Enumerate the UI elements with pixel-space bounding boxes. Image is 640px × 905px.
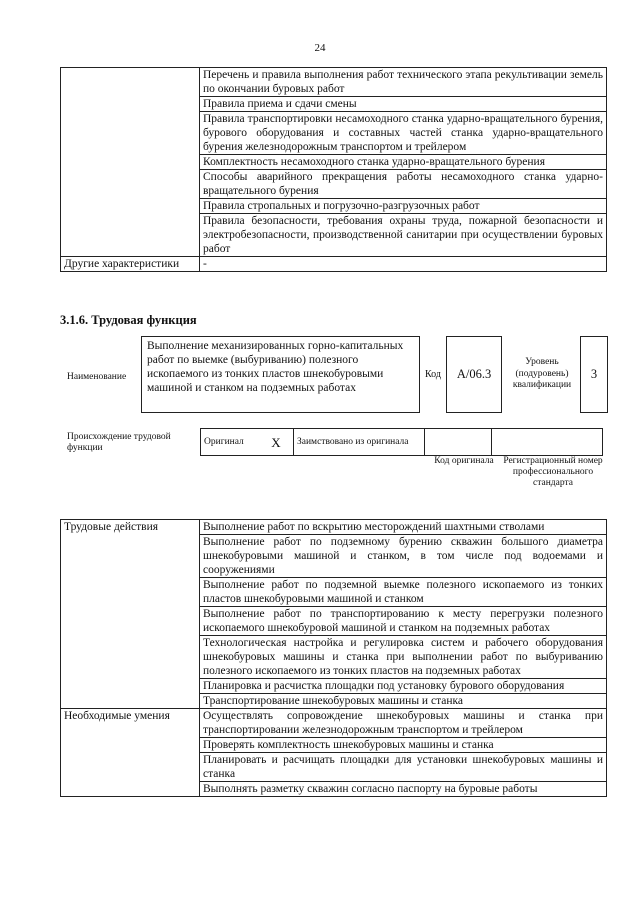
table-cell: Способы аварийного прекращения работы несамоходного станка ударно-вращательного бурения: [200, 170, 607, 199]
table-cell: Технологическая настройка и регулировка систем и рабочего оборудования шнекобуровых машины и станка при выполнении работ по выбуриванию полезного ископаемого из тонких пластов на подземных работах: [200, 636, 607, 679]
table-cell: Комплектность несамоходного станка ударно-вращательного бурения: [200, 155, 607, 170]
borrowed-label: Заимствовано из оригинала: [294, 429, 425, 456]
table-cell: Правила стропальных и погрузочно-разгрузочных работ: [200, 199, 607, 214]
level-value: 3: [580, 336, 608, 413]
table-cell: Транспортирование шнекобуровых машины и станка: [200, 694, 607, 709]
code-caption: Код оригинала: [434, 456, 494, 466]
table-cell: Выполнение работ по подземной выемке полезного ископаемого из тонких пластов шнекобуровыми машиной и станком: [200, 578, 607, 607]
origin-label: Происхождение трудовой функции: [67, 432, 171, 453]
table-row: [201, 429, 603, 456]
table-cell: Выполнение работ по подземному бурению скважин большого диаметра шнекобуровыми машиной и станком, в том числе под водоемами и сооружениями: [200, 535, 607, 578]
original-label: Оригинал: [201, 429, 260, 456]
table-row: [61, 709, 607, 738]
reg-caption: Регистрационный номер профессионального стандарта: [503, 456, 603, 488]
knowledge-table: [60, 67, 607, 272]
skills-label: Необходимые умения: [61, 709, 200, 797]
other-characteristics-label: Другие характеристики: [61, 257, 200, 272]
table-cell: Выполнять разметку скважин согласно паспорту на буровые работы: [200, 782, 607, 797]
actions-table: [60, 519, 607, 797]
table-cell: Осуществлять сопровождение шнекобуровых машины и станка при транспортировании железнодорожным транспортом и трейлером: [200, 709, 607, 738]
level-label: Уровень (подуровень) квалификации: [512, 357, 572, 391]
original-code-cell: [425, 429, 492, 456]
page-number: 24: [314, 42, 326, 54]
table-cell: Проверять комплектность шнекобуровых машины и станка: [200, 738, 607, 753]
origin-table: [200, 428, 603, 456]
reg-number-cell: [492, 429, 603, 456]
name-label: Наименование: [67, 372, 127, 382]
table-row: [61, 257, 607, 272]
table-cell: Планировка и расчистка площадки под установку бурового оборудования: [200, 679, 607, 694]
table-row: [61, 68, 607, 97]
table-cell: Перечень и правила выполнения работ технического этапа рекультивации земель по окончании буровых работ: [200, 68, 607, 97]
original-mark: Х: [259, 429, 294, 456]
table-cell: Планировать и расчищать площадки для установки шнекобуровых машины и станка: [200, 753, 607, 782]
table-cell: Выполнение работ по транспортированию к месту перегрузки полезного ископаемого шнекобуровой машиной и станком на подземных работах: [200, 607, 607, 636]
table-cell: Выполнение работ по вскрытию месторождений шахтными стволами: [200, 520, 607, 535]
table-cell: Правила приема и сдачи смены: [200, 97, 607, 112]
code-label: Код: [425, 369, 441, 380]
row-label-empty: [61, 68, 200, 257]
code-value: А/06.3: [446, 336, 502, 413]
table-row: [61, 520, 607, 535]
function-name-box: Выполнение механизированных горно-капитальных работ по выемке (выбуриванию) полезного ископаемого из тонких пластов шнекобуровыми машиной и станком на подземных работах: [141, 336, 420, 413]
section-title: 3.1.6. Трудовая функция: [60, 313, 197, 327]
table-cell: Правила безопасности, требования охраны труда, пожарной безопасности и электробезопасности, производственной санитарии при осуществлении буровых работ: [200, 214, 607, 257]
actions-label: Трудовые действия: [61, 520, 200, 709]
table-cell: Правила транспортировки несамоходного станка ударно-вращательного бурения, бурового оборудования и составных частей станка ударно-вращательного бурения железнодорожным транспортом и трейлером: [200, 112, 607, 155]
other-characteristics-value: -: [200, 257, 607, 272]
